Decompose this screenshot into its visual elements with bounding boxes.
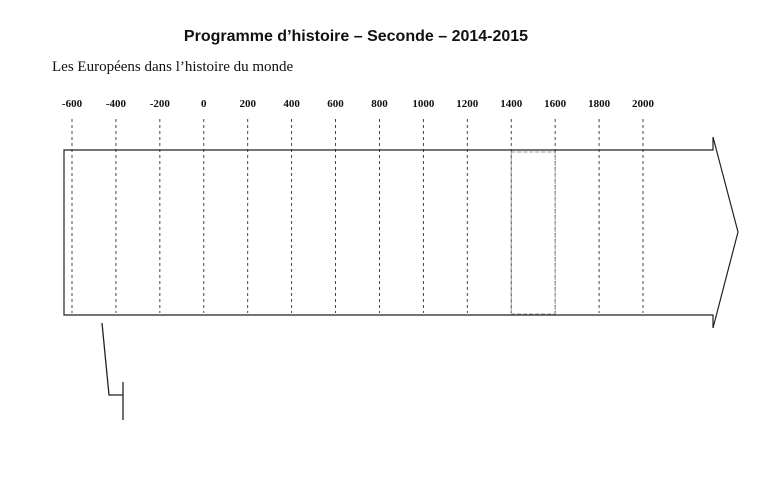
timeline-tick-label: 0 (201, 98, 207, 110)
timeline-labels (62, 98, 655, 110)
timeline-tick-label: 1000 (412, 98, 435, 110)
timeline-tick-label: 1600 (544, 98, 567, 110)
timeline-tick-label: 1800 (588, 98, 611, 110)
timeline-tick-label: 800 (371, 98, 388, 110)
timeline-tick-label: 1400 (500, 98, 523, 110)
page-title: Programme d’histoire – Seconde – 2014-2015 (183, 28, 529, 45)
timeline-tick-label: 600 (327, 98, 344, 110)
timeline-tick-label: 1200 (456, 98, 479, 110)
timeline-tick-label: 200 (239, 98, 256, 110)
timeline-tick-label: -600 (61, 98, 83, 110)
highlight-period-box (511, 152, 555, 314)
timeline-tick-label: 2000 (632, 98, 654, 110)
page-subtitle: Les Européens dans l’histoire du monde (52, 59, 294, 75)
timeline-ticks (72, 119, 643, 313)
timeline-tick-label: -200 (149, 98, 170, 110)
timeline-tick-label: -400 (105, 98, 127, 110)
timeline-arrow (64, 137, 738, 328)
timeline-tick-label: 400 (283, 98, 300, 110)
bracket-marker (102, 323, 123, 420)
